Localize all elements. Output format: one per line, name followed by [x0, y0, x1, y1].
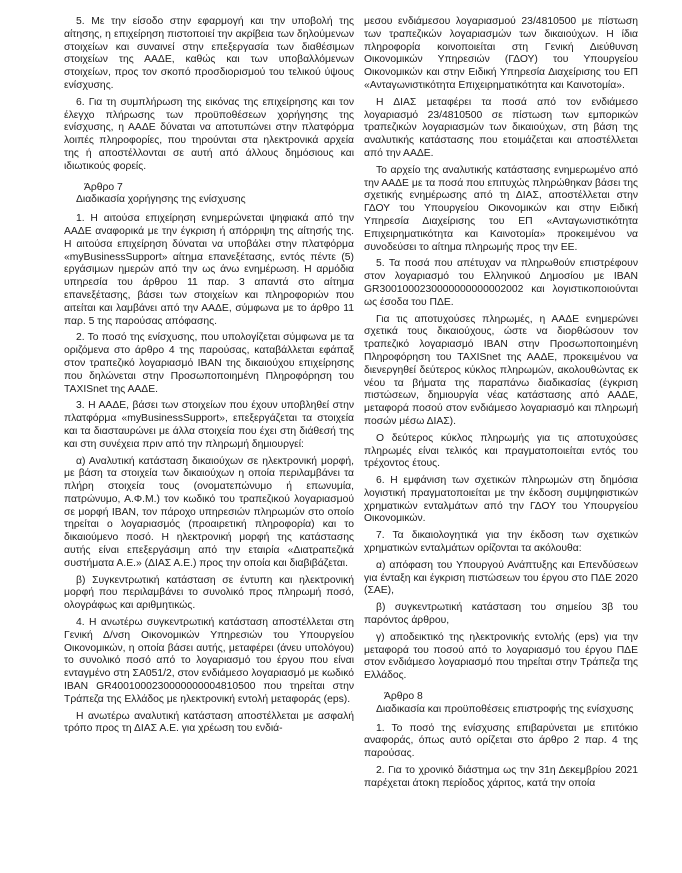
paragraph-failed-payments: Για τις αποτυχούσες πληρωμές, η ΑΑΔΕ ενημερώνει σχετικά τους δικαιούχους, ώστε να διορθώσουν τον τραπεζικό λογαριασμό IBAN στην Προσωποποιημένη Πληροφόρηση του TAXISnet της ΑΑΔΕ, προκειμένου να διενεργηθεί δεύτερος κύκλος πληρωμών, ακολουθώντας εκ νέου τα βήματα της παραπάνω διαδικασίας (έγκριση πιστώσεων, δημιουργία νέας κατάστασης από ΑΑΔΕ, μεταφορά ποσού στον ενδιάμεσο λογαριασμό και πληρωμή ποσών μέσω ΔΙΑΣ). — [364, 313, 638, 427]
paragraph-dias-transfer: Η ΔΙΑΣ μεταφέρει τα ποσά από τον ενδιάμεσο λογαριασμό 23/4810500 σε πίστωση των εμπορικών τραπεζικών λογαριασμών των δικαιούχων, στη βάση της αναλυτικής κατάστασης που ετοιμάζεται και αποστέλλεται από την ΑΑΔΕ. — [364, 96, 638, 159]
paragraph-file-update: Το αρχείο της αναλυτικής κατάστασης ενημερωμένο από την ΑΑΔΕ με τα ποσά που επιτυχώς πληρώθηκαν βάσει της σχετικής ενημέρωσης από τη ΔΙΑΣ, αποστέλλεται στην ΓΔΟΥ του Υπουργείου Οικονομικών και στην Ειδική Υπηρεσία Διαχείρισης του ΕΠ «Ανταγωνιστικότητα Επιχειρηματικότητα και Καινοτομία» προκειμένου να συνοδεύσει το αίτημα πληρωμής προς την ΕΕ. — [364, 164, 638, 253]
article-7-title: Διαδικασία χορήγησης της ενίσχυσης — [76, 194, 246, 206]
article-7-paragraph-3a: α) Αναλυτική κατάσταση δικαιούχων σε ηλεκτρονική μορφή, με βάση τα στοιχεία των δικαιούχων η οποία περιλαμβάνει τα πλήρη στοιχεία τους (ονοματεπώνυμο ή επωνυμία, πατρώνυμο, Α.Φ.Μ.) τον κωδικό του τραπεζικού λογαριασμού σε μορφή IBAN, τον πάροχο υπηρεσιών πληρωμών στο οποίο τηρείται ο λογαριασμός (προαιρετική πληροφορία) και το δικαιούμενο ποσό. Η ηλεκτρονική μορφή της κατάστασης αυτής είναι επεξεργάσιμη από την εταιρία «Διατραπεζικά συστήματα Α.Ε.» (ΔΙΑΣ Α.Ε.) προς την οποία και διαβιβάζεται. — [64, 455, 354, 569]
article-7-paragraph-7c: γ) αποδεικτικό της ηλεκτρονικής εντολής (eps) για την μεταφορά του ποσού από το λογαριασμό του έργου ΠΔΕ στον ενδιάμεσο λογαριασμό που τηρείται στην Τράπεζα της Ελλάδος. — [364, 631, 638, 682]
article-7-paragraph-7: 7. Τα δικαιολογητικά για την έκδοση των σχετικών χρηματικών ενταλμάτων ορίζονται τα ακόλουθα: — [364, 530, 638, 555]
article-7-paragraph-3: 3. Η ΑΑΔΕ, βάσει των στοιχείων που έχουν υποβληθεί στην πλατφόρμα «myBusinessSupport», επεξεργάζεται τα στοιχεία και τα διασταυρώνει με άλλα στοιχεία που έχει στη διάθεσή της και στη συνέχεια πριν από την πληρωμή δημιουργεί: — [64, 400, 354, 450]
article-7-paragraph-7b: β) συγκεντρωτική κατάσταση του σημείου 3β του παρόντος άρθρου, — [364, 602, 638, 627]
article-7-paragraph-4: 4. Η ανωτέρω συγκεντρωτική κατάσταση αποστέλλεται στη Γενική Δ/νση Οικονομικών Υπηρεσιών του Υπουργείου Οικονομικών, η οποία βάσει αυτής, μεταφέρει (άνευ υπολόγου) το συνολικό ποσό από το λογαριασμό του έργου που είναι ενταγμένο στη ΣΑ051/2, στον ενδιάμεσο λογαριασμό με κωδικό IBAN GR4001000230000000004810500 που τηρείται στην Τράπεζα της Ελλάδος με ηλεκτρονική εντολή μεταφοράς (eps). — [64, 617, 354, 705]
left-column — [64, 16, 354, 740]
paragraph-second-cycle: Ο δεύτερος κύκλος πληρωμής για τις αποτυχούσες πληρωμές είναι τελικός και πραγματοποιείται εντός του τρέχοντος έτους. — [364, 432, 638, 470]
article-7-paragraph-1: 1. Η αιτούσα επιχείρηση ενημερώνεται ψηφιακά από την ΑΑΔΕ αναφορικά με την έγκριση ή απόρριψη της αίτησής της. Η αιτούσα επιχείρηση δύναται να υποβάλει στην πλατφόρμα «myBusinessSupport» αίτημα επανεξέτασης, εντός πέντε (5) εργάσιμων ημερών από την ως άνω ενημέρωση. Η αρμόδια υπηρεσία του άρθρου 11 παρ. 3 απαντά στο αίτημα επανεξέτασης, βάσει των στοιχείων και πληροφοριών που αιτείται και λαμβάνει από την ΑΑΔΕ, σύμφωνα με το άρθρο 11 παρ. 5 της παρούσας απόφασης. — [64, 213, 354, 327]
continued-paragraph: μεσου ενδιάμεσου λογαριασμού 23/4810500 με πίστωση των τραπεζικών λογαριασμών των δικαιούχων. Η ίδια πληροφορία κοινοποιείται στη Γενική Διεύθυνση Οικονομικών Υπηρεσιών (ΓΔΟΥ) του Υπουργείου Οικονομικών και στην Ειδική Υπηρεσία Διαχείρισης του ΕΠ «Ανταγωνιστικότητα Επιχειρηματικότητα και Καινοτομία». — [364, 16, 638, 91]
article-7-paragraph-6: 6. Η εμφάνιση των σχετικών πληρωμών στη δημόσια λογιστική πραγματοποιείται με την έκδοση συμψηφιστικών χρηματικών ενταλμάτων από την ΓΔΟΥ του Υπουργείου Οικονομικών. — [364, 475, 638, 525]
article-7-paragraph-7a: α) απόφαση του Υπουργού Ανάπτυξης και Επενδύσεων για ένταξη και έγκριση πιστώσεων του έργου στο ΠΔΕ 2020 (ΣΑΕ), — [364, 559, 638, 597]
article-7-paragraph-5: 5. Τα ποσά που απέτυχαν να πληρωθούν επιστρέφουν στον λογαριασμό του Ελληνικού Δημοσίου με IBAN GR3001000230000000000002002 και λογιστικοποιούνται ως έσοδα του ΠΔΕ. — [364, 258, 638, 308]
article-8-number: Άρθρο 8 — [384, 691, 423, 703]
article-7-number: Άρθρο 7 — [84, 181, 123, 193]
article-7-paragraph-3b: β) Συγκεντρωτική κατάσταση σε έντυπη και ηλεκτρονική μορφή που περιλαμβάνει το συνολικό προς πληρωμή ποσό, ολογράφως και αριθμητικώς. — [64, 574, 354, 612]
article-8-paragraph-1: 1. Το ποσό της ενίσχυσης επιβαρύνεται με επιτόκιο αναφοράς, όπως αυτό ορίζεται στο άρθρο 2 παρ. 4 της παρούσας. — [364, 722, 638, 760]
article-7-paragraph-2: 2. Το ποσό της ενίσχυσης, που υπολογίζεται σύμφωνα με τα οριζόμενα στο άρθρο 4 της παρούσας, καταβάλλεται εφάπαξ στον τραπεζικό λογαριασμό IBAN της δικαιούχου επιχείρησης που δηλώνεται στην Προσωποποιημένη Πληροφόρηση του TAXISnet της ΑΑΔΕ. — [64, 332, 354, 395]
article-7-paragraph-4b: Η ανωτέρω αναλυτική κατάσταση αποστέλλεται με ασφαλή τρόπο προς τη ΔΙΑΣ Α.Ε. για χρέωση του ενδιά- — [64, 710, 354, 735]
right-column — [364, 16, 638, 795]
paragraph-6: 6. Για τη συμπλήρωση της εικόνας της επιχείρησης και τον έλεγχο πλήρωσης των προϋποθέσεων χορήγησης της ενίσχυσης, η ΑΑΔΕ δύναται να αποτυπώνει στην πλατφόρμα λοιπές πληροφορίες, που τηρούνται στα ηλεκτρονικά αρχεία της ή αποστέλλονται σε αυτή από άλλους δημόσιους και ιδιωτικούς φορείς. — [64, 96, 354, 172]
article-7-heading — [64, 182, 354, 208]
article-8-heading — [364, 691, 638, 717]
article-8-paragraph-2: 2. Για το χρονικό διάστημα ως την 31η Δεκεμβρίου 2021 παρέχεται άτοκη περίοδος χάριτος, κατά την οποία — [364, 765, 638, 789]
article-8-title: Διαδικασία και προϋποθέσεις επιστροφής της ενίσχυσης — [376, 703, 634, 715]
paragraph-5: 5. Με την είσοδο στην εφαρμογή και την υποβολή της αίτησης, η επιχείρηση πιστοποιεί την ακρίβεια των δηλούμενων στοιχείων και συναινεί στην επεξεργασία των διαθέσιμων στοιχείων της ΑΑΔΕ, καθώς και των υποβαλλόμενων στοιχείων, προς τον σκοπό προσδιορισμού του τελικού ύψους ενίσχυσης. — [64, 16, 354, 91]
